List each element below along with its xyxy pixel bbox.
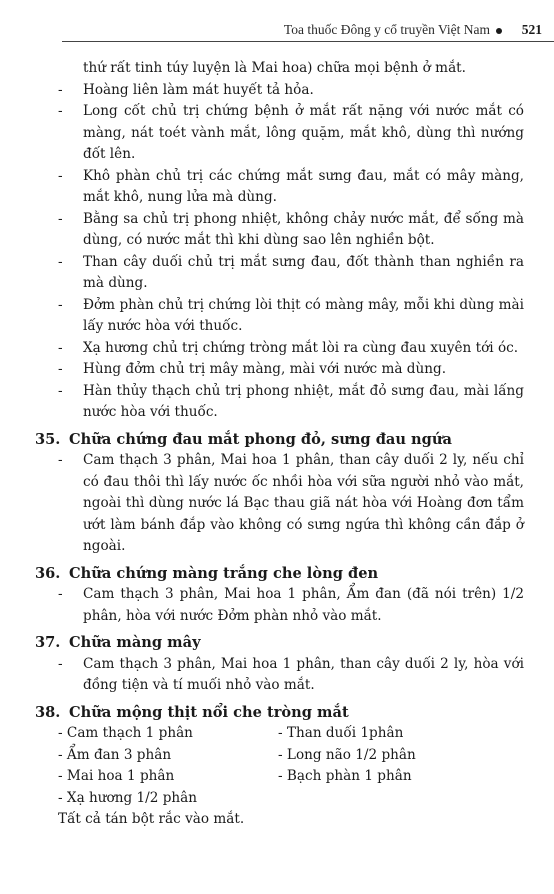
header-bullet-dot [496, 28, 502, 34]
section-number: 37. [35, 634, 61, 651]
section-heading-37 [35, 632, 524, 654]
ingredient-item: - Bạch phàn 1 phân [278, 768, 412, 784]
section-title: Chữa chứng đau mắt phong đỏ, sưng đau ngứa [69, 430, 452, 448]
list-item-text: Xạ hương chủ trị chứng tròng mắt lòi ra cùng đau xuyên tới óc. [83, 339, 519, 356]
list-item [58, 209, 524, 252]
section-36-body [58, 584, 524, 627]
intro-continuation: thứ rất tinh túy luyện là Mai hoa) chữa mọi bệnh ở mắt. [83, 60, 466, 76]
dash-marker: - [58, 339, 63, 356]
ingredient-item: - Ẩm đan 3 phân [58, 746, 172, 763]
ingredient-item: - Than duối 1phân [278, 725, 404, 741]
page-number: 521 [521, 22, 542, 37]
list-item [58, 338, 524, 360]
dash-marker: - [58, 361, 63, 377]
section-37-body [58, 654, 524, 697]
list-item-text: Hùng đởm chủ trị mây màng, mài với nước mà dùng. [83, 361, 447, 377]
list-item [58, 166, 524, 209]
section-title: Chữa màng mây [69, 634, 201, 651]
list-item-text: Hoàng liên làm mát huyết tả hỏa. [83, 81, 314, 98]
page-body [35, 58, 524, 831]
list-item [58, 359, 524, 381]
closing-instruction: Tất cả tán bột rắc vào mắt. [58, 811, 245, 827]
list-item [58, 101, 524, 166]
dash-marker: - [58, 452, 63, 468]
list-item-text: Long cốt chủ trị chứng bệnh ở mắt rất nặng với nước mắt có màng, nát toét vành mắt, lông quặm, mắt khô, dùng thì nướng đốt lên. [83, 103, 524, 162]
dash-marker: - [58, 167, 63, 184]
list-item-text: Than cây duối chủ trị mắt sưng đau, đốt thành than nghiền ra mà dùng. [83, 253, 524, 291]
dash-marker: - [58, 655, 63, 672]
list-item-text: Đởm phàn chủ trị chứng lòi thịt có màng mây, mỗi khi dùng mài lấy nước hòa với thuốc. [83, 296, 524, 334]
dash-marker: - [58, 210, 63, 227]
section-number: 35. [35, 430, 61, 448]
section-text: Cam thạch 3 phân, Mai hoa 1 phân, Ẩm đan (đã nói trên) 1/2 phân, hòa với nước Đởm phàn nhỏ vào mắt. [83, 586, 524, 624]
header-rule [62, 41, 554, 42]
ingredient-item: - Xạ hương 1/2 phân [58, 789, 198, 806]
list-item [58, 295, 524, 338]
dash-marker: - [58, 382, 63, 399]
list-item-text: Khô phàn chủ trị các chứng mắt sưng đau, mắt có mây màng, mắt khô, nung lửa mà dùng. [83, 167, 524, 205]
ingredient-item: - Long não 1/2 phân [278, 746, 416, 763]
list-item-text: Bằng sa chủ trị phong nhiệt, không chảy nước mắt, để sống mà dùng, có nước mắt thì khi dùng sao lên nghiền bột. [83, 210, 524, 248]
list-item [58, 381, 524, 424]
ingredient-item: - Mai hoa 1 phân [58, 768, 175, 784]
section-heading-36 [35, 563, 524, 585]
section-text: Cam thạch 3 phân, Mai hoa 1 phân, than cây duối 2 ly, nếu chỉ có đau thôi thì lấy nước ốc nhồi hòa với sữa người nhỏ vào mắt, ngoài thì dùng nước lá Bạc thau giã nát hòa với Hoàng đơn tẩm ướt làm bánh đắp vào không có sưng ngứa thì không cần đắp ở ngoài. [83, 452, 524, 554]
section-35-body [58, 450, 524, 558]
section-text: Cam thạch 3 phân, Mai hoa 1 phân, than cây duối 2 ly, hòa với đồng tiện và tí muối nhỏ vào mắt. [83, 655, 524, 693]
dash-marker: - [58, 586, 63, 602]
section-title: Chữa mộng thịt nổi che tròng mắt [69, 703, 349, 721]
list-item-text: Hàn thủy thạch chủ trị phong nhiệt, mắt đỏ sưng đau, mài lấng nước hòa với thuốc. [83, 382, 524, 420]
list-item [58, 252, 524, 295]
section-heading-35 [35, 429, 524, 451]
dash-marker: - [58, 253, 63, 270]
dash-marker: - [58, 296, 63, 313]
section-heading-38 [35, 702, 524, 724]
running-header-title: Toa thuốc Đông y cổ truyền Việt Nam [283, 22, 490, 37]
ingredient-columns [58, 723, 524, 809]
section-number: 38. [35, 703, 61, 721]
ingredient-item: - Cam thạch 1 phân [58, 725, 193, 741]
section-title: Chữa chứng màng trắng che lòng đen [69, 564, 379, 582]
section-number: 36. [35, 564, 61, 582]
page-header [0, 0, 554, 46]
dash-marker: - [58, 81, 63, 98]
list-item [58, 80, 524, 102]
dash-marker: - [58, 103, 63, 119]
